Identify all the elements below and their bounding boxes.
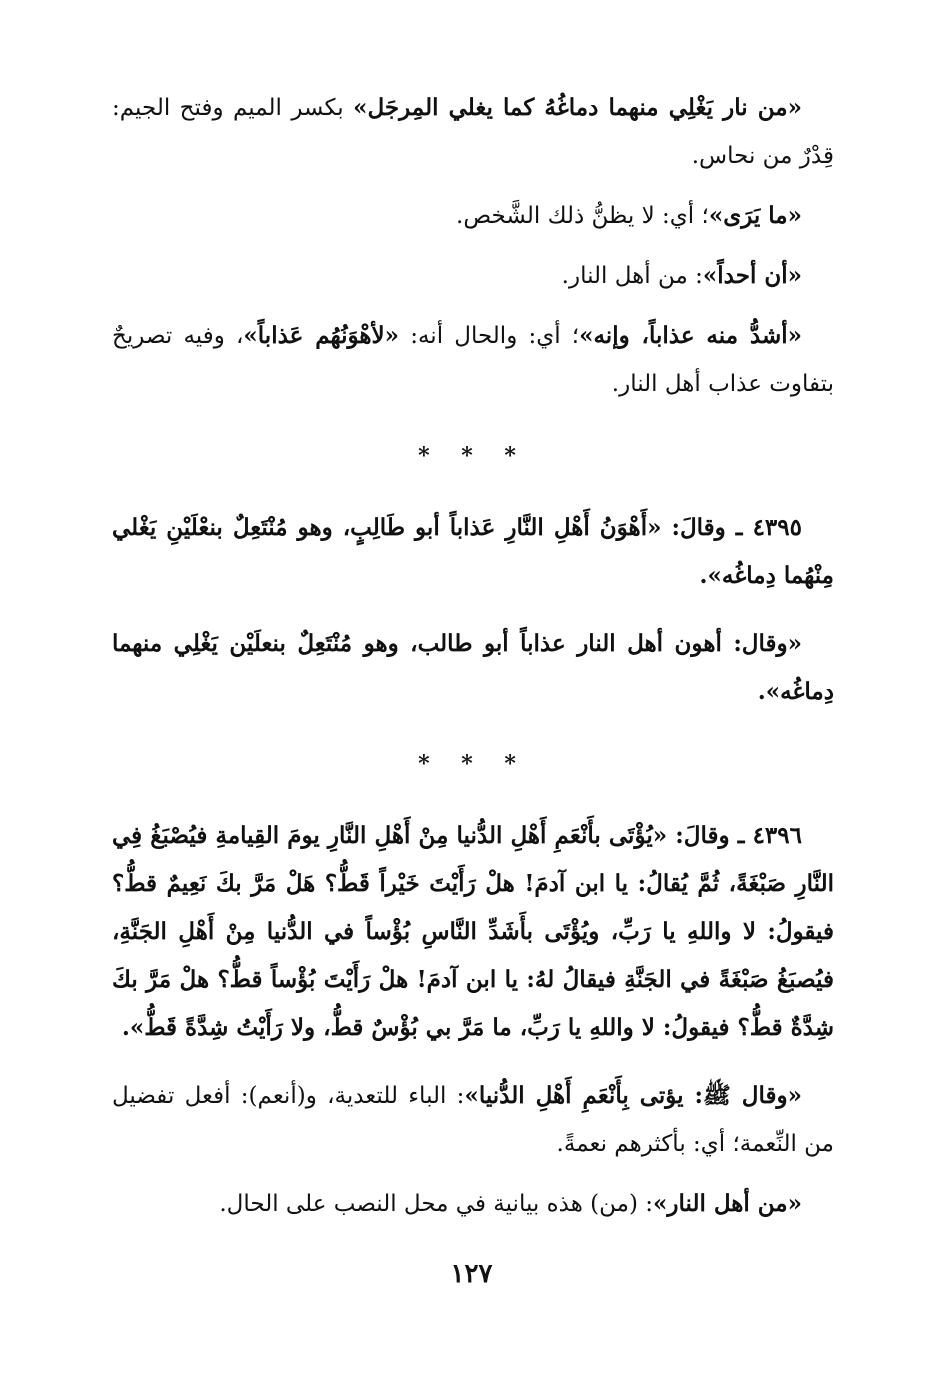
explanation-text-2: ، وفيه تصريحٌ بتفاوت عذاب أهل النار. bbox=[112, 323, 834, 397]
quoted-phrase: «وقال ﷺ: يؤتى بِأَنْعَمِ أَهْلِ الدُّنيا» bbox=[464, 1082, 802, 1109]
hadith-number: ٤٣٩٥ bbox=[752, 514, 802, 541]
quoted-phrase-2: «لأهْوَنُهُم عَذاباً» bbox=[243, 322, 400, 349]
commentary-paragraph-2 bbox=[112, 192, 834, 240]
commentary-4396-1 bbox=[112, 1072, 834, 1168]
hadith-4396 bbox=[112, 812, 834, 1052]
hadith-intro: ـ وقالَ: bbox=[661, 514, 753, 541]
commentary-paragraph-1 bbox=[112, 84, 834, 180]
hadith-number: ٤٣٩٦ bbox=[752, 822, 802, 849]
quoted-phrase: «أن أحداً» bbox=[702, 262, 802, 289]
page-body bbox=[112, 84, 834, 1228]
explanation-text: : (من) هذه بيانية في محل النصب على الحال. bbox=[219, 1191, 654, 1217]
explanation-text: بكسر الميم وفتح الجيم: قِدْرٌ من نحاس. bbox=[112, 95, 834, 169]
explanation-text: ؛ أي: لا يظنُّ ذلك الشَّخص. bbox=[456, 203, 709, 229]
commentary-4396-2 bbox=[112, 1180, 834, 1228]
hadith-text: «أَهْوَنُ أَهْلِ النَّارِ عَذاباً أبو طَالِبٍ، وهو مُنْتَعِلٌ بنعْلَيْنِ يَغْلي مِنْهُما دِماغُه». bbox=[112, 514, 834, 589]
hadith-4395 bbox=[112, 504, 834, 600]
hadith-text: «يُؤْتَى بأَنْعَمِ أَهْلِ الدُّنيا مِنْ أَهْلِ النَّارِ يومَ القِيامةِ فيُصْبَغُ فِي النَّارِ صَبْغَةً، ثُمَّ يُقالُ: يا ابن آدمَ! هلْ رَأَيْتَ خَيْراً قَطُّ؟ هَلْ مَرَّ بكَ نَعِيمٌ قطُّ؟ فيقولُ: لا واللهِ يا رَبِّ، ويُؤْتَى بأَشَدِّ النَّاسِ بُؤْساً في الدُّنيا مِنْ أَهْلِ الجَنَّةِ، فيُصبَغُ صَبْغَةً في الجَنَّةِ فيقالُ لهُ: يا ابن آدمَ! هلْ رَأَيْتَ بُؤْساً قطُّ؟ هلْ مَرَّ بكَ شِدَّةٌ قطُّ؟ فيقولُ: لا واللهِ يا رَبِّ، ما مَرَّ بي بُؤْسٌ قطُّ، ولا رَأَيْتُ شِدَّةً قَطُّ». bbox=[112, 822, 834, 1041]
section-separator: * * * bbox=[418, 751, 528, 777]
quoted-phrase: «أشدُّ منه عذاباً، وإنه» bbox=[579, 322, 802, 349]
section-separator: * * * bbox=[418, 443, 528, 469]
hadith-intro: ـ وقالَ: bbox=[667, 822, 753, 849]
page-number: ١٢٧ bbox=[450, 1259, 493, 1289]
quoted-phrase: «من نار يَغْلِي منهما دماغُهُ كما يغلي المِرجَل» bbox=[353, 94, 802, 121]
quoted-phrase: «ما يَرَى» bbox=[708, 202, 802, 229]
commentary-paragraph-4 bbox=[112, 312, 834, 408]
explanation-text: : الباء للتعدية، و(أنعم): أفعل تفضيل من النِّعمة؛ أي: بأكثرهم نعمةً. bbox=[112, 1083, 834, 1157]
explanation-text: ؛ أي: والحال أنه: bbox=[399, 323, 580, 349]
commentary-paragraph-3 bbox=[112, 252, 834, 300]
quoted-phrase: «من أهل النار» bbox=[653, 1190, 802, 1217]
explanation-text: : من أهل النار. bbox=[561, 263, 703, 289]
commentary-4395: «وقال: أهون أهل النار عذاباً أبو طالب، وهو مُنْتَعِلٌ بنعلَيْن يَغْلِي منهما دِماغُه». bbox=[112, 630, 834, 705]
